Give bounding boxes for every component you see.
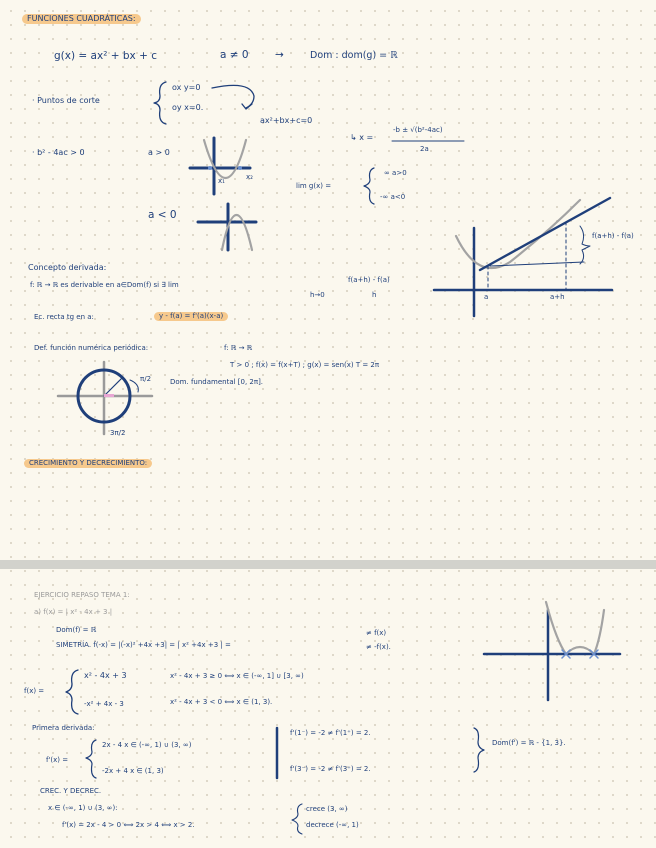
diff-quotient-denominator: h <box>372 291 377 299</box>
side-derivative-3: f'(3⁻) = -2 ≠ f'(3⁺) = 2. <box>290 765 371 773</box>
tangent-equation: y - f(a) = f'(a)(x-a) <box>154 312 228 321</box>
deriv-brace <box>580 226 590 264</box>
a-condition: a ≠ 0 <box>220 49 249 61</box>
growth-interval: x ∈ (-∞, 1) ∪ (3, ∞): <box>48 804 118 812</box>
fprime-piece-1: 2x - 4 x ∈ (-∞, 1) ∪ (3, ∞) <box>102 741 192 749</box>
deriv-tangent-line <box>480 198 610 270</box>
periodic-map: f: ℝ → ℝ <box>224 344 253 352</box>
diff-quotient-numerator: f(a+h) - f(a) <box>348 276 390 284</box>
graph-ah-label: a+h <box>550 293 565 301</box>
arrow-head <box>242 104 252 109</box>
exercise-domain: Dom(f) = ℝ <box>56 626 97 634</box>
graph-a-label: a <box>484 293 489 301</box>
a-positive: a > 0 <box>148 148 170 157</box>
parabola-upward <box>204 140 246 178</box>
domain-g: Dom : dom(g) = ℝ <box>310 50 398 61</box>
piece-1-expr: x² - 4x + 3 <box>84 671 127 680</box>
limit-negative: -∞ a<0 <box>380 193 406 201</box>
tangent-label: Ec. recta tg en a: <box>34 313 94 321</box>
brace-limits <box>364 168 374 204</box>
brace-cuts <box>154 82 166 124</box>
root-point-1 <box>208 166 212 170</box>
fprime-domain: Dom(f') = ℝ - {1, 3}. <box>492 739 566 747</box>
exercise-title: EJERCICIO REPASO TEMA 1: <box>34 591 130 599</box>
limit-positive: ∞ a>0 <box>384 169 407 177</box>
section-title-periodic: Def. función numérica periódica: <box>34 344 149 352</box>
root-x2: x₂ <box>246 173 253 181</box>
arrow-to-equation <box>212 85 254 108</box>
decreasing-interval: decrece (-∞, 1) <box>306 821 359 829</box>
section-title-growth: CRECIMIENTO Y DECRECIMIENTO: <box>24 459 152 468</box>
fprime-label: f'(x) = <box>46 756 69 764</box>
symmetry-neq-odd: ≠ -f(x). <box>366 643 391 651</box>
cuts-label: · Puntos de corte <box>32 96 100 105</box>
discriminant: · b² - 4ac > 0 <box>32 148 85 157</box>
g-definition: g(x) = ax² + bx + c <box>54 50 158 62</box>
growth-title: CREC. Y DECREC. <box>40 787 102 795</box>
root-x1: x₁ <box>218 177 225 185</box>
abs-curve <box>546 602 604 654</box>
fundamental-domain: Dom. fundamental [0, 2π]. <box>170 378 264 386</box>
circle-marker <box>104 394 114 397</box>
piece-2-expr: -x² + 4x - 3 <box>84 700 124 708</box>
piece-2-condition: x² - 4x + 3 < 0 ⟺ x ∈ (1, 3). <box>170 698 273 706</box>
root-point-2 <box>238 166 242 170</box>
exercise-item-a: a) f(x) = | x² - 4x + 3 | <box>34 608 113 616</box>
piecewise-label: f(x) = <box>24 687 45 695</box>
cut-ox: ox y=0 <box>172 83 201 92</box>
limit-label: lim g(x) = <box>296 182 332 190</box>
derivative-definition: f: ℝ → ℝ es derivable en a∈Dom(f) si ∃ lim <box>30 281 179 289</box>
exercise-symmetry: SIMETRÍA. f(-x) = |(-x)² +4x +3| = | x² +4x +3 | = <box>56 641 231 649</box>
side-derivative-1: f'(1⁻) = -2 ≠ f'(1⁺) = 2. <box>290 729 371 737</box>
angle-label-2: 3π/2 <box>110 429 126 437</box>
piece-1-condition: x² - 4x + 3 ≥ 0 ⟺ x ∈ (-∞, 1] ∪ [3, ∞) <box>170 672 304 680</box>
section-title-quadratic: FUNCIONES CUADRÁTICAS: <box>22 14 141 24</box>
first-derivative-title: Primera derivada: <box>32 724 95 732</box>
section-title-derivative: Concepto derivada: <box>28 263 107 272</box>
quadratic-equation: ax²+bx+c=0 <box>260 116 313 125</box>
circle-angle-arrow <box>130 380 138 392</box>
quadratic-formula-lhs: ↳ x = <box>350 133 374 142</box>
fprime-piece-2: -2x + 4 x ∈ (1, 3) <box>102 767 164 775</box>
periodic-condition: T > 0 ; f(x) = f(x+T) ; g(x) = sen(x) T = 2π <box>230 361 380 369</box>
circle-radius <box>104 378 122 396</box>
symmetry-neq-even: ≠ f(x) <box>366 629 387 637</box>
brace-piecewise <box>66 670 78 714</box>
quadratic-denominator: 2a <box>420 145 429 153</box>
brace-side-derivatives <box>474 728 484 772</box>
brace-fprime <box>86 740 96 778</box>
angle-label-1: π/2 <box>140 375 152 383</box>
limit-subscript: h→0 <box>310 291 325 299</box>
brace-growth <box>292 804 302 834</box>
quadratic-numerator: -b ± √(b²-4ac) <box>393 126 443 134</box>
increasing-interval: crece (3, ∞) <box>306 805 348 813</box>
graph-diff-label: f(a+h) - f(a) <box>592 232 634 240</box>
a-negative: a < 0 <box>148 209 177 221</box>
growth-inequality: f'(x) = 2x - 4 > 0 ⟺ 2x > 4 ⟺ x > 2. <box>62 821 195 829</box>
cut-oy: oy x=0. <box>172 103 204 112</box>
implies-arrow: → <box>275 49 284 61</box>
